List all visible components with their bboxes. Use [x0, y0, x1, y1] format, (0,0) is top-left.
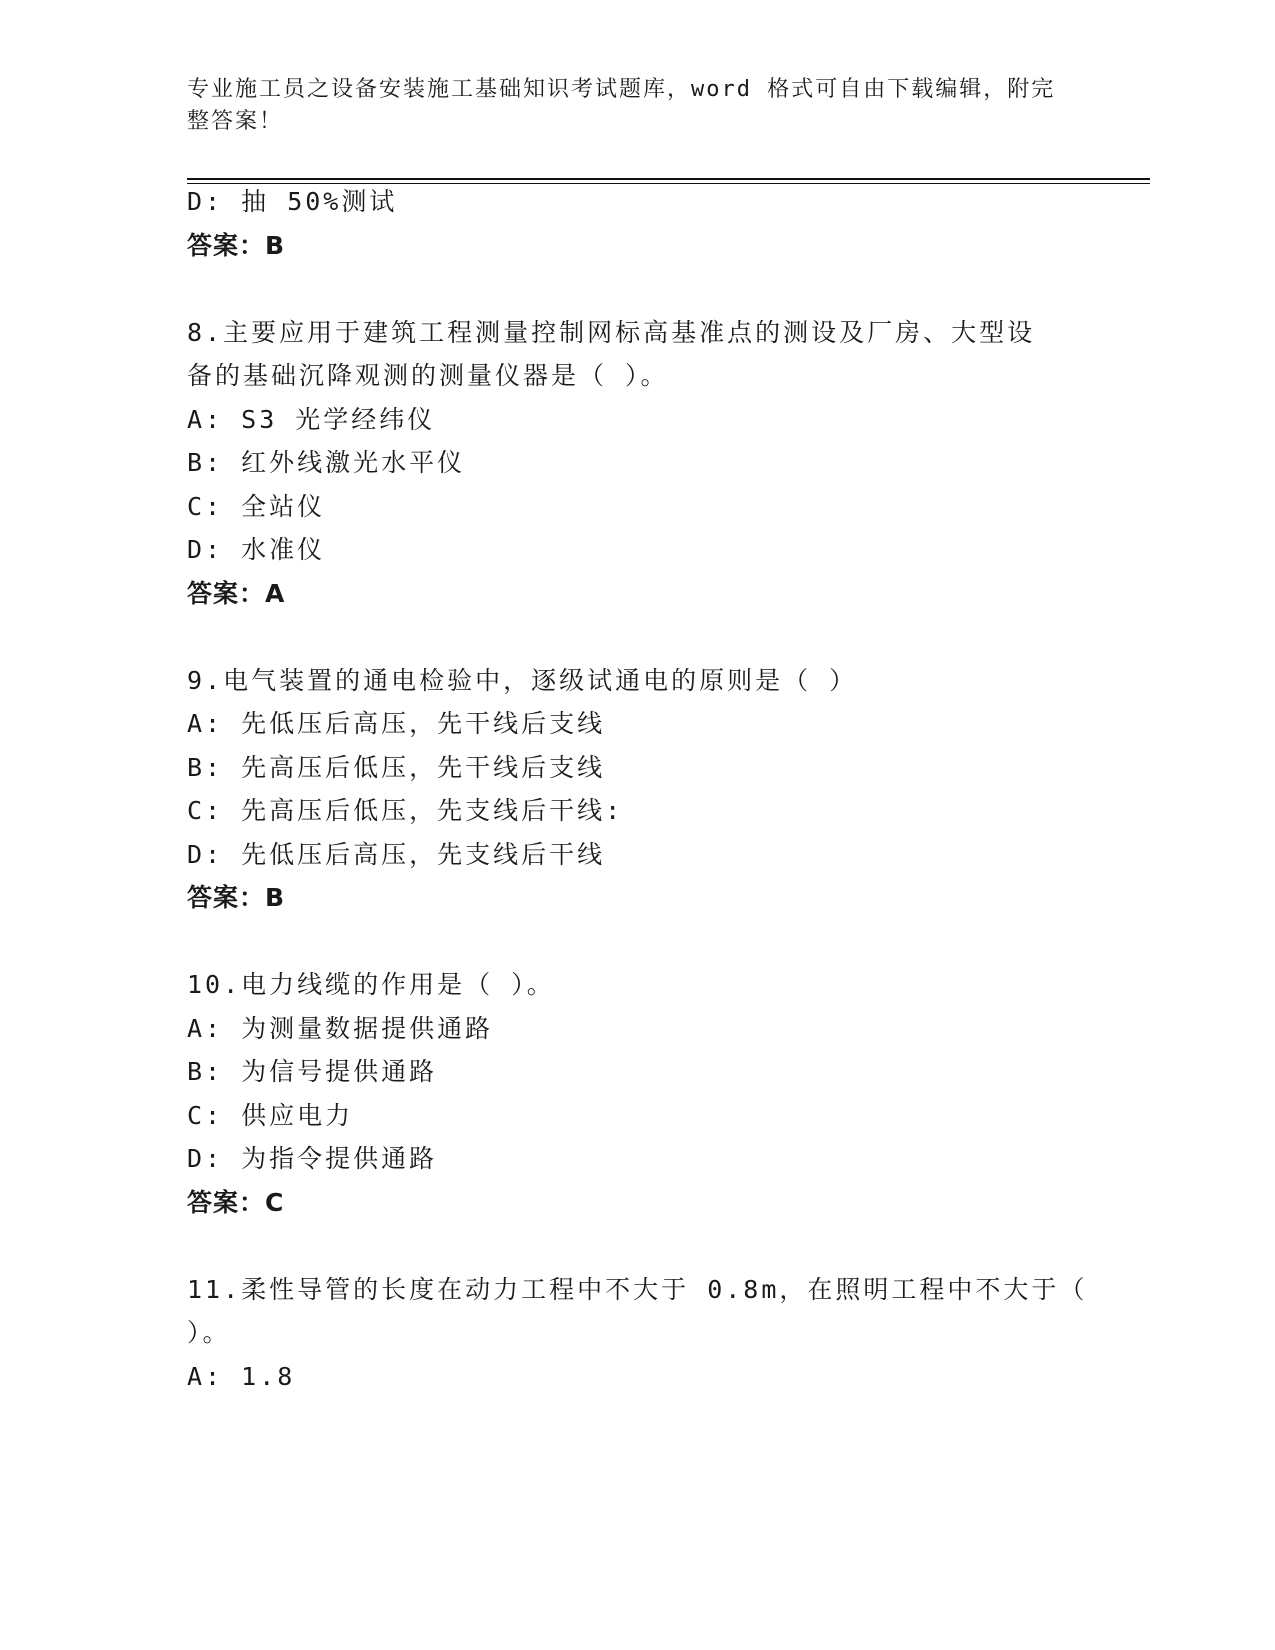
- q9-option-c: C: 先高压后低压，先支线后干线:: [187, 796, 624, 825]
- header-rule-thick: [187, 178, 1150, 180]
- q9-option-b: B: 先高压后低压，先干线后支线: [187, 753, 606, 782]
- q10-option-b: B: 为信号提供通路: [187, 1057, 438, 1086]
- q9-answer: 答案：B: [187, 883, 286, 912]
- q11-option-a: A: 1.8: [187, 1362, 296, 1391]
- q10-answer: 答案：C: [187, 1188, 285, 1217]
- q10-option-d: D: 为指令提供通路: [187, 1144, 438, 1173]
- q10-option-c: C: 供应电力: [187, 1101, 354, 1130]
- q11-stem-line2: ）。: [187, 1318, 231, 1347]
- document-header: 专业施工员之设备安装施工基础知识考试题库，word 格式可自由下载编辑，附完整答案！: [187, 77, 1056, 134]
- header-rule-thin: [187, 183, 1150, 184]
- q9-option-a: A: 先低压后高压，先干线后支线: [187, 709, 606, 738]
- q8-option-c: C: 全站仪: [187, 492, 326, 521]
- q8-stem-line1: 8.主要应用于建筑工程测量控制网标高基准点的测设及厂房、大型设: [187, 318, 1036, 347]
- q9-option-d: D: 先低压后高压，先支线后干线: [187, 840, 606, 869]
- q9-stem-line1: 9.电气装置的通电检验中，逐级试通电的原则是（ ）: [187, 666, 858, 695]
- q8-answer: 答案：A: [187, 579, 286, 608]
- prev-option-d: D: 抽 50%测试: [187, 187, 398, 216]
- q11-stem-line1: 11.柔性导管的长度在动力工程中不大于 0.8m，在照明工程中不大于（: [187, 1275, 1088, 1304]
- prev-answer: 答案：B: [187, 231, 286, 260]
- q8-option-b: B: 红外线激光水平仪: [187, 448, 466, 477]
- q10-option-a: A: 为测量数据提供通路: [187, 1014, 494, 1043]
- q10-stem-line1: 10.电力线缆的作用是（ ）。: [187, 970, 555, 999]
- q8-stem-line2: 备的基础沉降观测的测量仪器是（ ）。: [187, 361, 669, 390]
- q8-option-a: A: S3 光学经纬仪: [187, 405, 436, 434]
- q8-option-d: D: 水准仪: [187, 535, 326, 564]
